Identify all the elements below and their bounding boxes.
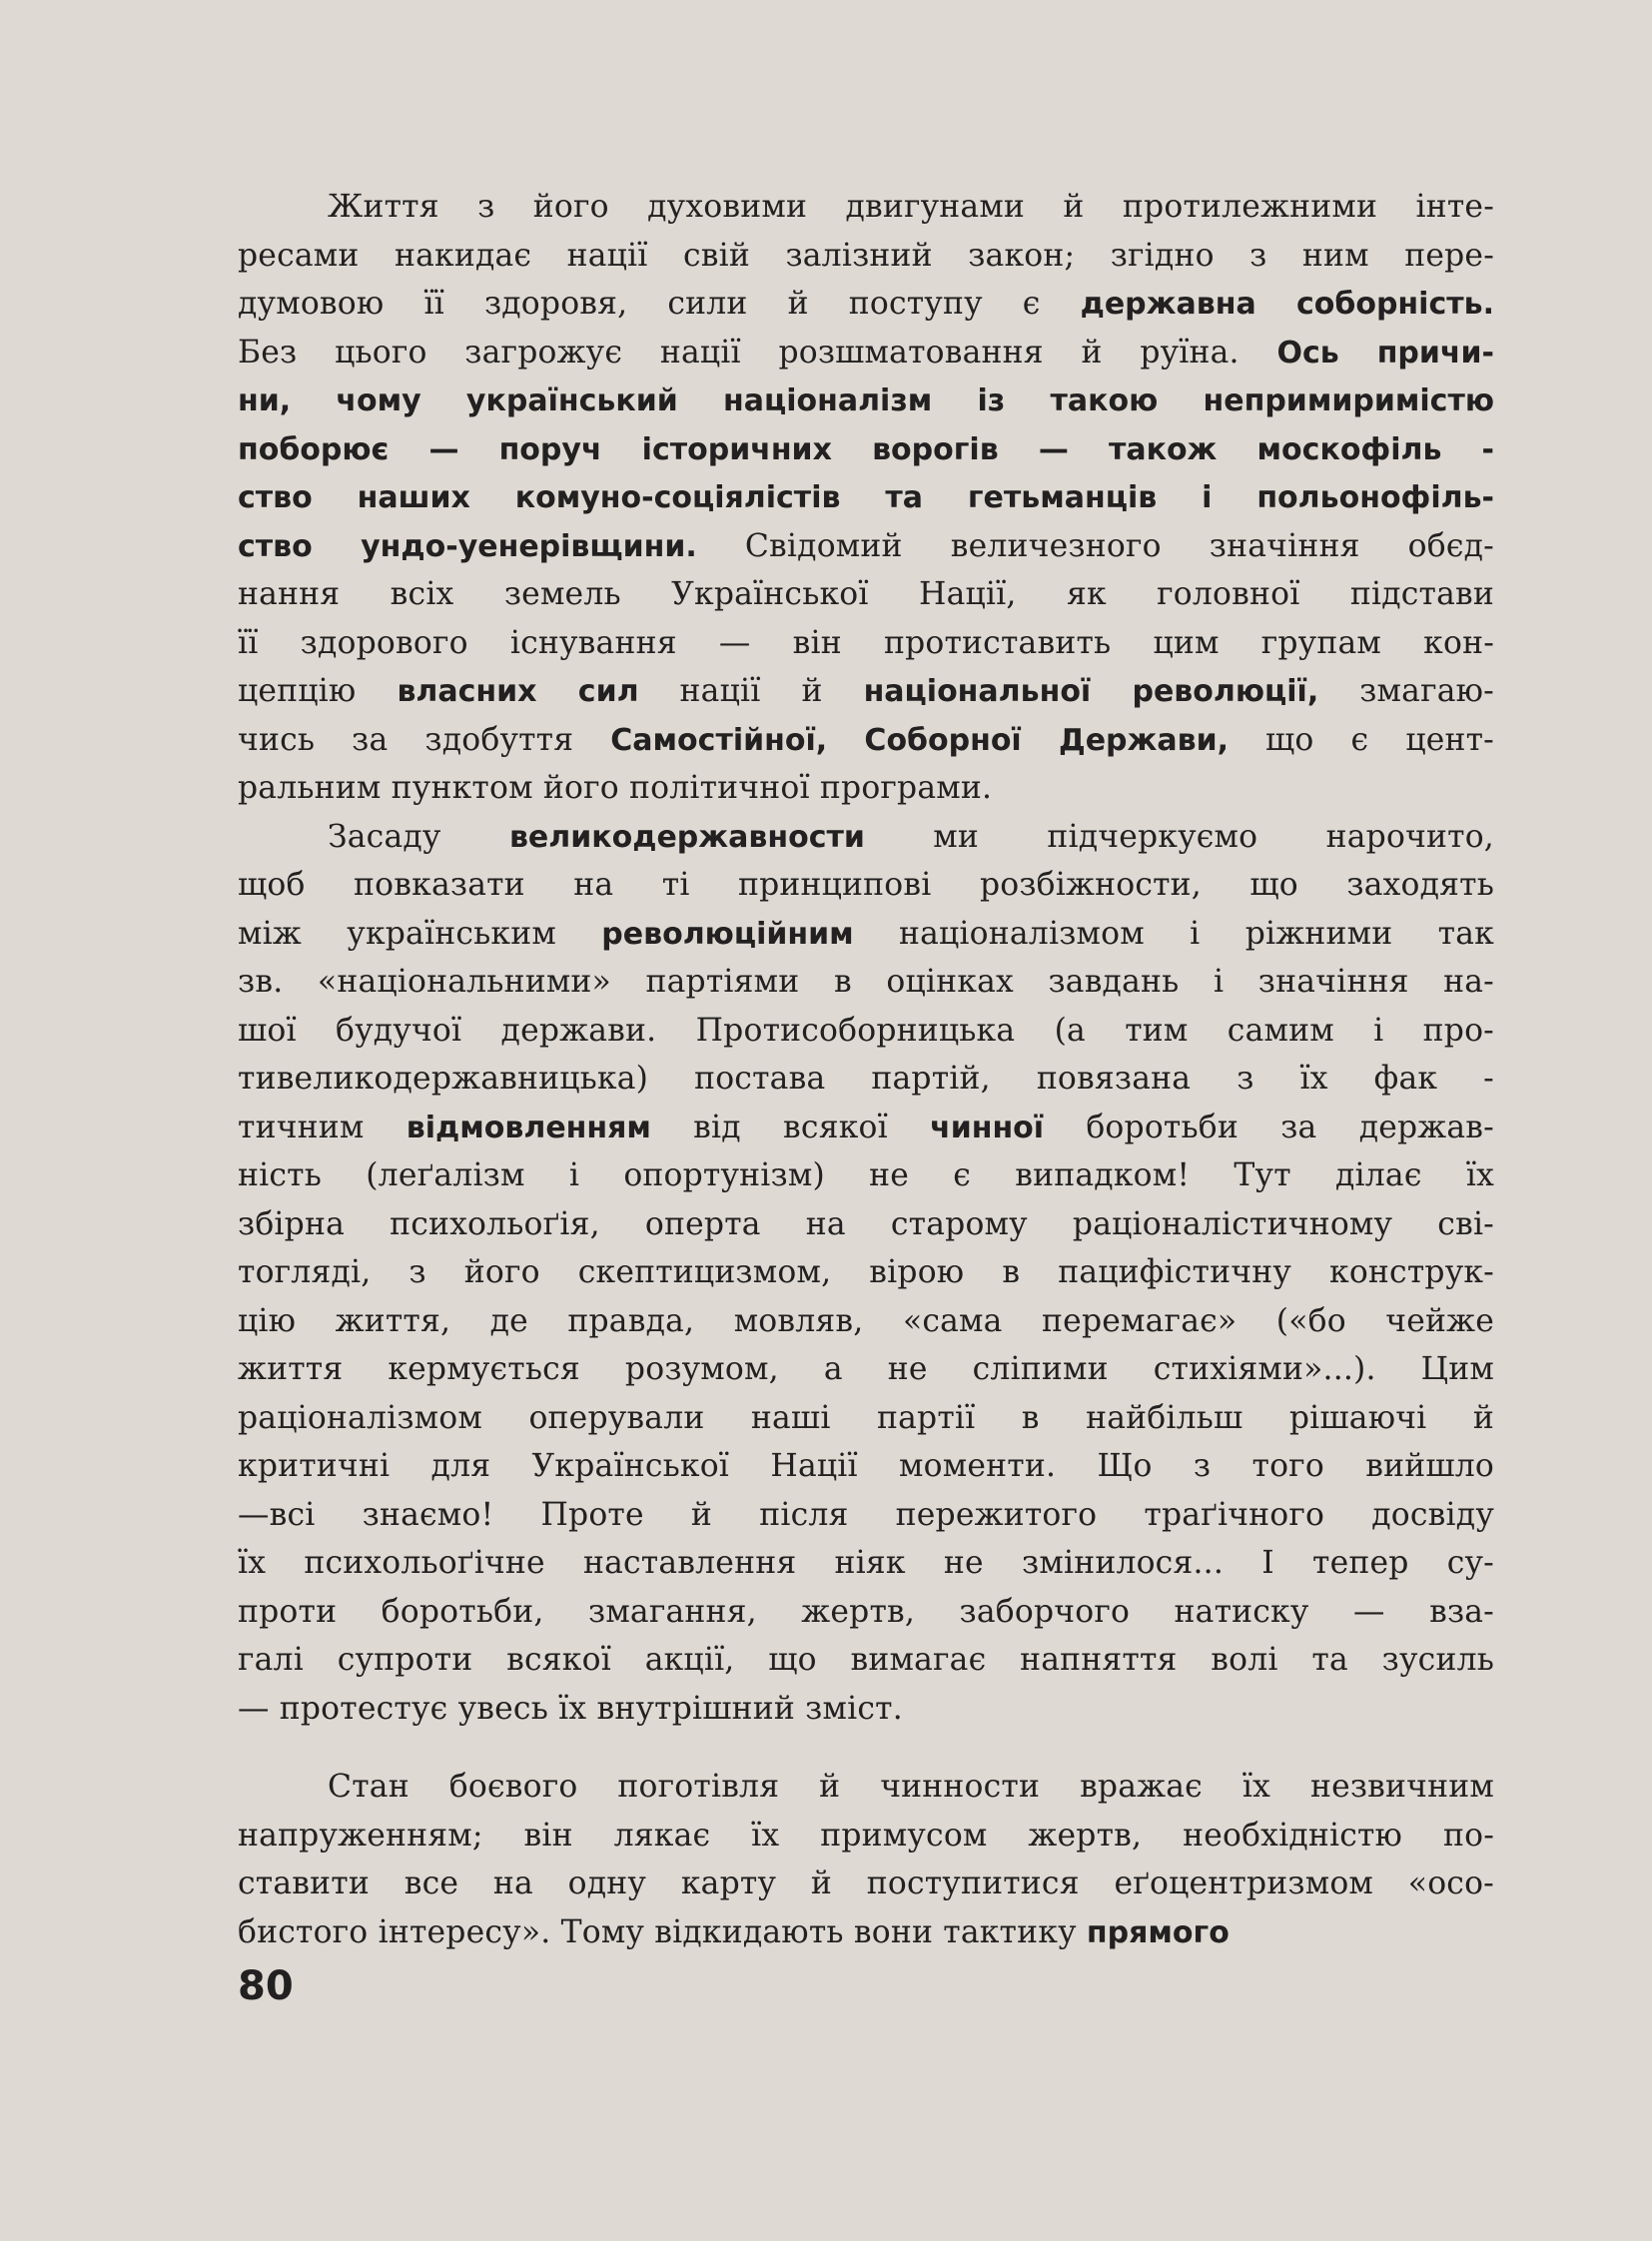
text-line — [238, 1860, 1494, 1908]
bold-text: революційним — [601, 916, 854, 952]
text-run: тичним — [238, 1109, 407, 1145]
text-run: що є цент- — [1229, 721, 1494, 758]
text-run: раціоналізмом оперували наші партії в найбільш рішаючі й — [238, 1399, 1494, 1436]
text-run: ність (леґалізм і опортунізм) не є випадком! Тут ділає їх — [238, 1157, 1494, 1193]
bold-text: прямого — [1086, 1914, 1230, 1950]
paragraph — [238, 813, 1494, 1734]
text-line — [238, 329, 1494, 377]
text-line — [238, 183, 1494, 232]
text-line — [238, 522, 1494, 571]
text-run: цію життя, де правда, мовляв, «сама перемагає» («бо чейже — [238, 1302, 1494, 1339]
text-run: між українським — [238, 915, 602, 952]
text-run: від всякої — [650, 1109, 931, 1145]
text-run: ральним пунктом його політичної програми. — [238, 770, 993, 806]
text-run: тивеликодержавницька) постава партій, повязана з їх фак - — [238, 1061, 1494, 1097]
text-run: боротьби за держав- — [1044, 1109, 1494, 1145]
text-run: критичні для Української Нації моменти. Що з того вийшло — [238, 1448, 1494, 1484]
bold-text: державна соборність. — [1080, 287, 1494, 322]
text-run: чись за здобуття — [238, 721, 611, 758]
text-line — [238, 280, 1494, 329]
text-run: її здорового існування — він протиставить цим групам кон- — [238, 624, 1494, 661]
text-line — [238, 1345, 1494, 1394]
text-run: — протестує увесь їх внутрішний зміст. — [238, 1690, 903, 1727]
text-run: їх психольоґічне наставлення ніяк не змінилося... І тепер су- — [238, 1545, 1494, 1581]
text-line — [238, 1763, 1494, 1812]
bold-text: Ось причи- — [1276, 335, 1494, 371]
text-run: Свідомий величезного значіння обєд- — [696, 527, 1494, 564]
text-run: тогляді, з його скептицизмом, вірою в пацифістичну конструк- — [238, 1254, 1494, 1290]
text-line — [238, 1588, 1494, 1637]
text-line — [238, 570, 1494, 619]
text-run: ставити все на одну карту й поступитися еґоцентризмом «осо- — [238, 1866, 1494, 1901]
text-run: життя кермується розумом, а не сліпими стихіями»...). Цим — [238, 1351, 1494, 1387]
text-line — [238, 716, 1494, 765]
text-line — [238, 232, 1494, 281]
text-line — [238, 1394, 1494, 1443]
text-line — [238, 425, 1494, 474]
bold-text: ни, чому український націоналізм із такою непримиримістю — [238, 383, 1494, 418]
page-number: 80 — [238, 1963, 294, 2009]
text-run: галі супроти всякої акції, що вимагає напняття волі та зусиль — [238, 1642, 1494, 1678]
text-run: Засаду — [328, 818, 509, 855]
text-run: —всі знаємо! Проте й після пережитого траґічного досвіду — [238, 1496, 1494, 1533]
bold-text: ство наших комуно-соціялістів та гетьманців і польонофіль- — [238, 480, 1494, 515]
text-line — [238, 619, 1494, 668]
text-run: напруженням; він лякає їх примусом жертв, необхідністю по- — [238, 1817, 1494, 1854]
text-run: нації й — [638, 673, 864, 709]
text-line — [238, 667, 1494, 716]
bold-text: великодержавности — [508, 819, 865, 855]
bold-text: національної революції, — [863, 674, 1319, 709]
text-line — [238, 1442, 1494, 1491]
paragraph — [238, 1763, 1494, 1956]
text-line — [238, 958, 1494, 1007]
text-line — [238, 1908, 1494, 1957]
text-run: Життя з його духовими двигунами й протилежними інте- — [328, 189, 1494, 225]
text-line — [238, 861, 1494, 910]
text-run: ресами накидає нації свій залізний закон; згідно з ним пере- — [238, 237, 1494, 274]
text-line — [238, 813, 1494, 862]
text-run: Стан боєвого поготівля й чинности вражає їх незвичним — [328, 1769, 1494, 1805]
text-line — [238, 1491, 1494, 1540]
text-run: збірна психольоґія, оперта на старому раціоналістичному сві- — [238, 1205, 1494, 1242]
text-line — [238, 1812, 1494, 1861]
text-line — [238, 1104, 1494, 1152]
text-line — [238, 910, 1494, 959]
text-line — [238, 1007, 1494, 1056]
paragraph-gap — [238, 1733, 1494, 1763]
bold-text: власних сил — [397, 674, 639, 709]
text-run: нання всіх земель Української Нації, як головної підстави — [238, 576, 1494, 612]
text-line — [238, 1151, 1494, 1200]
text-line — [238, 1685, 1494, 1734]
text-run: шої будучої держави. Протисоборницька (а тим самим і про- — [238, 1012, 1494, 1049]
text-run: щоб повказати на ті принципові розбіжности, що заходять — [238, 867, 1494, 903]
bold-text: чинної — [930, 1110, 1045, 1145]
text-run: націоналізмом і ріжними так — [853, 915, 1494, 952]
bold-text: ство ундо-уенерівщини. — [238, 528, 697, 564]
bold-text: відмовленням — [406, 1110, 651, 1145]
text-line — [238, 473, 1494, 522]
text-run: ми підчеркуємо нарочито, — [864, 818, 1494, 855]
body-text — [238, 183, 1494, 1956]
text-line — [238, 376, 1494, 425]
text-line — [238, 1539, 1494, 1588]
text-line — [238, 1248, 1494, 1297]
text-line — [238, 1055, 1494, 1104]
text-run: бистого інтересу». Тому відкидають вони тактику — [238, 1913, 1087, 1950]
text-line — [238, 1200, 1494, 1249]
text-run: проти боротьби, змагання, жертв, заборчого натиску — вза- — [238, 1593, 1494, 1630]
text-line — [238, 764, 1494, 813]
text-run: думовою її здоровя, сили й поступу є — [238, 286, 1081, 322]
text-run: зв. «національними» партіями в оцінках завдань і значіння на- — [238, 964, 1494, 1000]
text-run: змагаю- — [1318, 673, 1494, 709]
text-run: Без цього загрожує нації розшматовання й руїна. — [238, 334, 1277, 371]
paragraph — [238, 183, 1494, 813]
bold-text: Самостійної, Соборної Держави, — [610, 722, 1230, 758]
text-line — [238, 1297, 1494, 1346]
text-run: цепцію — [238, 673, 398, 709]
text-line — [238, 1636, 1494, 1685]
bold-text: поборює — поруч історичних ворогів — також москофіль - — [238, 431, 1494, 467]
